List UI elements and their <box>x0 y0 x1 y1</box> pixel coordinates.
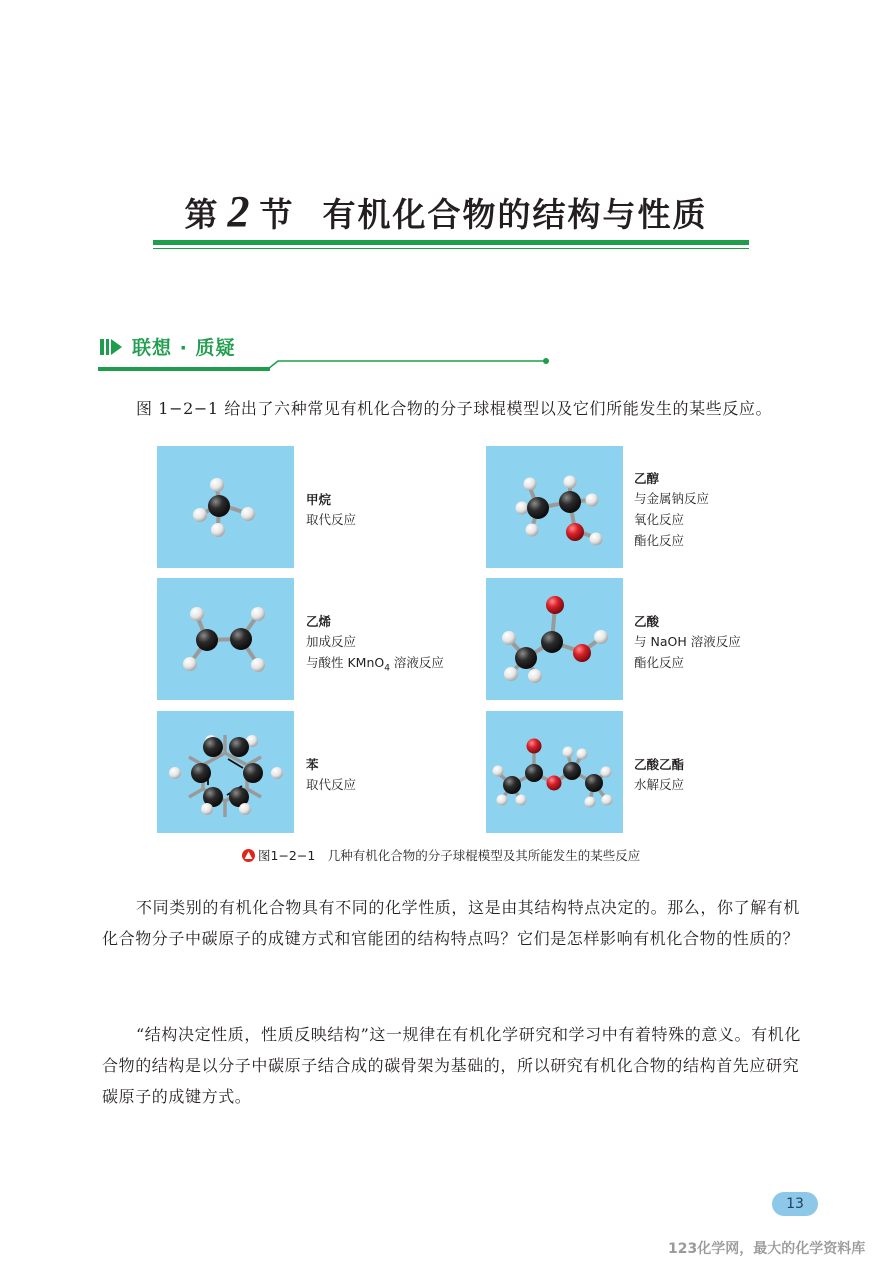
molecule-name: 甲烷 <box>306 492 332 507</box>
molecule-name: 苯 <box>306 757 319 772</box>
reaction-item: 与金属钠反应 <box>634 491 710 506</box>
body-paragraph: 不同类别的有机化合物具有不同的化学性质，这是由其结构特点决定的。那么，你了解有机化合物分子中碳原子的成键方式和官能团的结构特点吗？它们是怎样影响有机化合物的性质的？ <box>102 898 801 948</box>
chapter-title <box>0 186 892 237</box>
title-text: 有机化合物的结构与性质 <box>322 195 708 234</box>
intro-paragraph: 图 1−2−1 给出了六种常见有机化合物的分子球棍模型以及它们所能发生的某些反应。 <box>136 399 773 418</box>
title-underline <box>153 240 749 245</box>
reaction-list <box>306 774 356 795</box>
acetic-acid-model <box>486 578 623 700</box>
ethanol-model <box>486 446 623 568</box>
footer-watermark: 123化学网，最大的化学资料库 <box>668 1241 866 1257</box>
section-number: 2 <box>227 187 252 236</box>
title-suffix: 节 <box>259 195 295 234</box>
reaction-list <box>634 631 741 673</box>
reaction-list <box>634 774 684 795</box>
body-paragraph: “结构决定性质，性质反映结构”这一规律在有机化学研究和学习中有着特殊的意义。有机化合物的结构是以分子中碳原子结合成的碳骨架为基础的，所以研究有机化合物的结构首先应研究碳原子的成键方式。 <box>102 1025 801 1106</box>
molecule-name: 乙酸 <box>634 614 660 629</box>
figure-caption <box>242 846 640 864</box>
page-number: 13 <box>772 1192 818 1216</box>
reaction-list <box>306 631 444 680</box>
reaction-item: 酯化反应 <box>634 655 685 670</box>
reaction-item: 酯化反应 <box>634 533 685 548</box>
section-heading: 联想 · 质疑 <box>132 337 236 359</box>
section-underline <box>98 356 558 372</box>
title-underline-thin <box>153 248 749 249</box>
title-prefix: 第 <box>184 195 220 234</box>
play-icon <box>100 337 122 357</box>
methane-model <box>157 446 294 568</box>
reaction-item: 取代反应 <box>306 777 357 792</box>
molecule-name: 乙烯 <box>306 614 332 629</box>
caption-text: 图1−2−1 几种有机化合物的分子球棍模型及其所能发生的某些反应 <box>258 848 641 863</box>
reaction-item: 取代反应 <box>306 512 357 527</box>
reaction-list <box>306 509 356 530</box>
reaction-item-kmno4: 与酸性 KMnO$_4$ 溶液反应 <box>306 655 444 674</box>
reaction-list <box>634 488 709 551</box>
triangle-marker-icon <box>242 849 255 862</box>
benzene-model <box>157 711 294 833</box>
molecule-name: 乙醇 <box>634 471 660 486</box>
reaction-item: 水解反应 <box>634 777 685 792</box>
reaction-item: 氧化反应 <box>634 512 685 527</box>
ethyl-acetate-model <box>486 711 623 833</box>
reaction-item: 加成反应 <box>306 634 357 649</box>
reaction-item: 与 NaOH 溶液反应 <box>634 634 741 649</box>
molecule-name: 乙酸乙酯 <box>634 757 685 772</box>
ethylene-model <box>157 578 294 700</box>
